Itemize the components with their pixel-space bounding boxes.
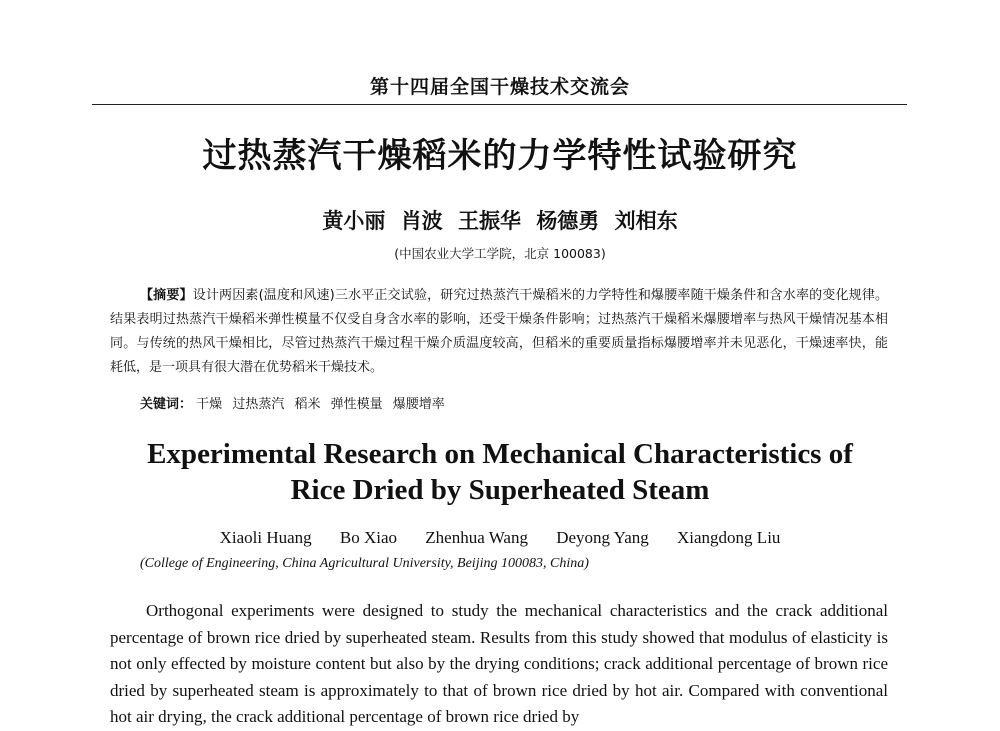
english-authors: [0, 528, 1000, 548]
en-author: Deyong Yang: [556, 528, 649, 547]
cn-author: 肖波: [400, 209, 443, 233]
english-title-line: Experimental Research on Mechanical Characteristics of: [147, 438, 853, 470]
keyword: 爆腰增率: [392, 397, 445, 412]
cn-author: 王振华: [458, 209, 521, 233]
keyword: 稻米: [294, 397, 321, 412]
cn-author: 黄小丽: [322, 209, 386, 233]
english-affiliation: (College of Engineering, China Agricultural University, Beijing 100083, China): [140, 556, 589, 571]
chinese-title: 过热蒸汽干燥稻米的力学特性试验研究: [202, 136, 798, 176]
english-title: [0, 436, 1000, 508]
keyword: 干燥: [196, 397, 223, 412]
en-author: Zhenhua Wang: [425, 528, 528, 547]
cn-author: 杨德勇: [536, 209, 600, 233]
en-author: Bo Xiao: [339, 528, 398, 547]
chinese-keywords: [140, 393, 880, 412]
chinese-affiliation: (中国农业大学工学院，北京 100083): [394, 246, 606, 261]
keyword: 弹性模量: [330, 397, 383, 412]
en-author: Xiangdong Liu: [677, 528, 781, 547]
english-abstract: Orthogonal experiments were designed to study the mechanical characteristics and the crack additional percentage of brown rice dried by superheated steam. Results from this study showed that modulus of elasticity is not only effected by moisture content but also by the drying conditions; crack additional percentage of brown rice dried by superheated steam is approximately to that of brown rice dried by hot air. Compared with conventional hot air drying, the crack additional percentage of brown rice dried by: [110, 601, 888, 726]
abstract-label: 【摘要】: [140, 288, 193, 303]
header-rule: [92, 104, 907, 105]
chinese-authors: [0, 205, 1000, 235]
english-title-line: Rice Dried by Superheated Steam: [290, 474, 710, 506]
keywords-label: 关键词：: [140, 397, 193, 412]
cn-author: 刘相东: [614, 209, 678, 233]
abstract-text: 设计两因素(温度和风速)三水平正交试验，研究过热蒸汽干燥稻米的力学特性和爆腰率随干燥条件和含水率的变化规律。结果表明过热蒸汽干燥稻米弹性模量不仅受自身含水率的影响，还受干燥条件影响；过热蒸汽干燥稻米爆腰增率与热风干燥情况基本相同。与传统的热风干燥相比，尽管过热蒸汽干燥过程干燥介质温度较高，但稻米的重要质量指标爆腰增率并未见恶化，干燥速率快，能耗低，是一项具有很大潜在优势稻米干燥技术。: [110, 288, 888, 375]
keyword: 过热蒸汽: [232, 397, 285, 412]
en-author: Xiaoli Huang: [219, 528, 312, 547]
conference-header: 第十四届全国干燥技术交流会: [369, 76, 630, 98]
chinese-abstract: [110, 284, 888, 380]
